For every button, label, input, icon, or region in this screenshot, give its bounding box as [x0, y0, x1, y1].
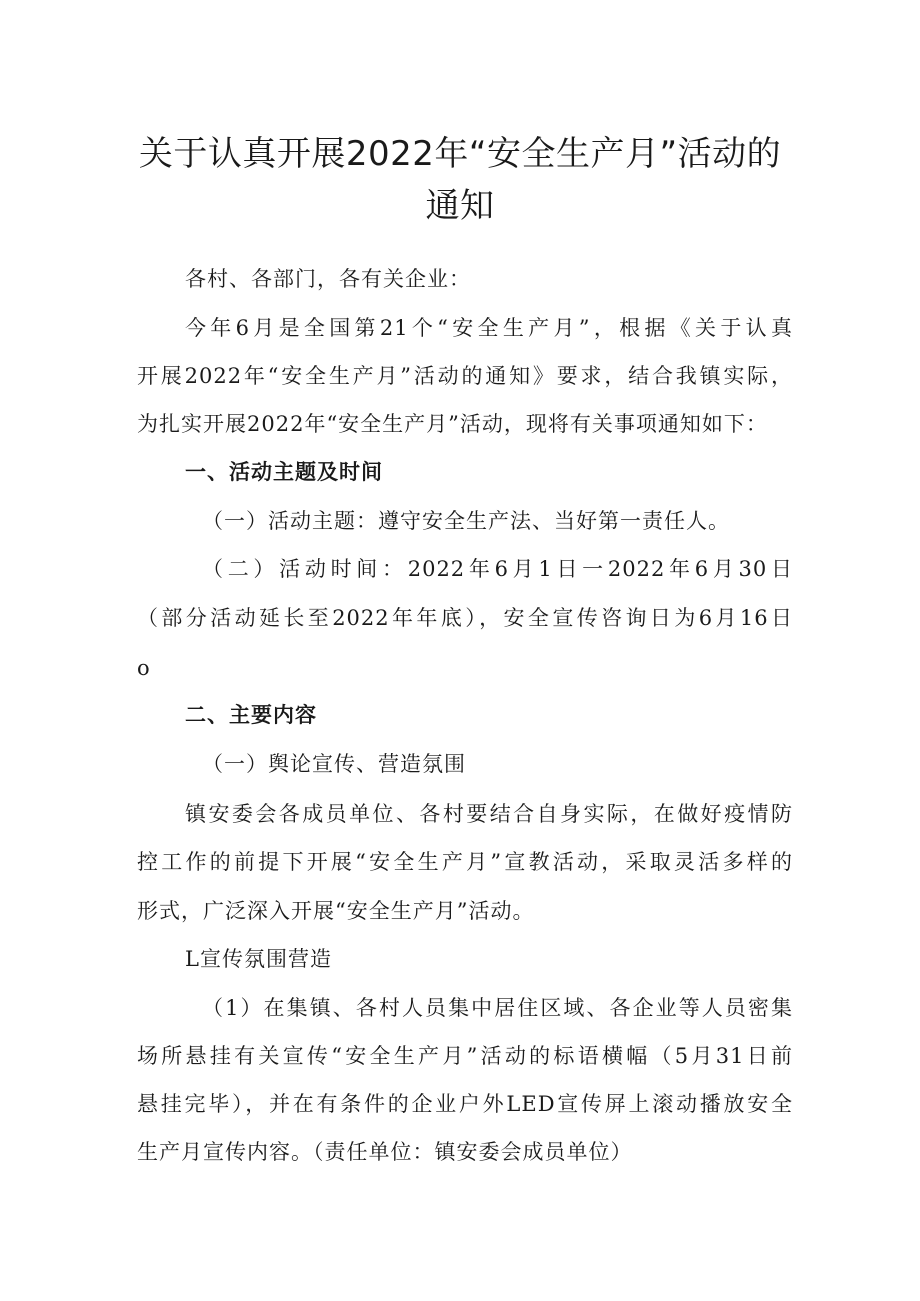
intro-line-1: 今年6月是全国第21个“安全生产月”，根据《关于认真 [185, 316, 793, 340]
activity-time-line-3: o [137, 656, 151, 680]
activity-time-line-2: （部分活动延长至2022年年底），安全宣传咨询日为6月16日 [137, 606, 793, 630]
subsection-1-heading: （一）舆论宣传、营造氛围 [202, 752, 466, 776]
content-para-line-3: 形式，广泛深入开展“安全生产月”活动。 [137, 899, 535, 923]
item-1-1-line-2: 场所悬挂有关宣传“安全生产月”活动的标语横幅（5月31日前 [137, 1044, 793, 1068]
content-para-line-2: 控工作的前提下开展“安全生产月”宣教活动，采取灵活多样的 [137, 850, 793, 874]
intro-line-2: 开展2022年“安全生产月”活动的通知》要求，结合我镇实际， [137, 364, 793, 388]
item-1-heading: L宣传氛围营造 [185, 947, 332, 971]
item-1-1-line-3: 悬挂完毕），并在有条件的企业户外LED宣传屏上滚动播放安全 [137, 1092, 793, 1116]
document-title-line-2: 通知 [425, 186, 495, 226]
activity-theme: （一）活动主题：遵守安全生产法、当好第一责任人。 [202, 509, 730, 533]
item-1-1-line-1: （1）在集镇、各村人员集中居住区域、各企业等人员密集 [202, 996, 793, 1020]
section-1-heading: 一、活动主题及时间 [185, 460, 383, 484]
salutation: 各村、各部门，各有关企业： [185, 267, 471, 291]
item-1-1-line-4: 生产月宣传内容。（责任单位：镇安委会成员单位） [137, 1140, 633, 1164]
content-para-line-1: 镇安委会各成员单位、各村要结合自身实际，在做好疫情防 [185, 802, 793, 826]
document-title-line-1: 关于认真开展2022年“安全生产月”活动的 [138, 134, 782, 174]
intro-line-3: 为扎实开展2022年“安全生产月”活动，现将有关事项通知如下： [137, 412, 768, 436]
section-2-heading: 二、主要内容 [185, 703, 317, 727]
activity-time-line-1: （二）活动时间：2022年6月1日一2022年6月30日 [202, 557, 793, 581]
